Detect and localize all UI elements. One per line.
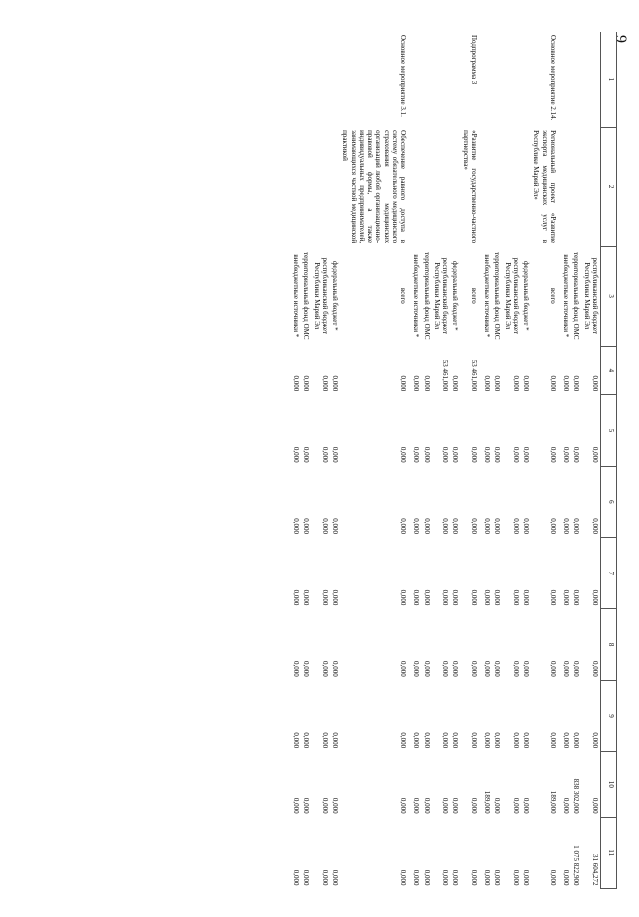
amount-cell: 0,000 xyxy=(292,797,301,814)
amount-cell: 0,000 xyxy=(470,869,478,886)
amount-cell: 0,000 xyxy=(549,375,557,392)
amount-cell: 53 461,000 xyxy=(470,359,478,392)
funding-source-cell: федеральный бюджет * xyxy=(522,260,531,331)
amount-cell: 0,000 xyxy=(512,375,520,392)
table-row xyxy=(340,32,411,889)
amount-cell: 0,000 xyxy=(292,446,301,463)
amount-cell: 0,000 xyxy=(470,732,478,749)
amount-cell: 0,000 xyxy=(331,869,340,886)
amount-cell: 0,000 xyxy=(441,518,450,535)
amount-cell: 0,000 xyxy=(422,589,431,606)
amount-cell: 0,000 xyxy=(321,375,329,392)
amount-cell: 0,000 xyxy=(302,518,311,535)
column-header: 10 xyxy=(601,752,617,817)
amount-cell: 0,000 xyxy=(493,446,502,463)
activity-code-cell xyxy=(411,32,421,127)
amount-cell: 0,000 xyxy=(493,375,502,392)
amount-cell: 0,000 xyxy=(399,661,408,677)
amount-cell: 0,000 xyxy=(522,518,531,535)
amount-cell: 0,000 xyxy=(470,518,478,535)
amount-cell: 0,000 xyxy=(483,446,492,463)
amount-cell: 0,000 xyxy=(302,661,311,677)
amount-cell: 0,000 xyxy=(422,797,431,814)
amount-cell: 0,000 xyxy=(422,869,431,886)
amount-cell: 0,000 xyxy=(292,661,301,677)
activity-code-cell xyxy=(521,32,531,127)
table-row xyxy=(461,32,483,889)
amount-cell: 0,000 xyxy=(399,518,408,535)
amount-cell: 0,000 xyxy=(441,797,450,814)
table-row xyxy=(330,32,340,889)
amount-cell: 838 302,000 xyxy=(572,778,581,814)
funding-source-cell: республиканский бюджет Республики Марий Эл xyxy=(503,257,520,335)
amount-cell: 0,000 xyxy=(302,797,311,814)
amount-cell: 0,000 xyxy=(451,661,460,677)
amount-cell: 0,000 xyxy=(412,661,421,677)
amount-cell: 53 461,000 xyxy=(441,359,450,392)
amount-cell: 0,000 xyxy=(470,797,478,814)
activity-name-cell xyxy=(561,127,571,246)
amount-cell: 0,000 xyxy=(331,446,340,463)
amount-cell: 0,000 xyxy=(399,732,408,749)
amount-cell: 0,000 xyxy=(321,661,329,677)
amount-cell: 0,000 xyxy=(321,869,329,886)
amount-cell: 0,000 xyxy=(470,589,478,606)
amount-cell: 0,000 xyxy=(292,375,301,392)
amount-cell: 0,000 xyxy=(422,661,431,677)
activity-name-cell xyxy=(571,127,581,246)
amount-cell: 0,000 xyxy=(441,446,450,463)
amount-cell: 0,000 xyxy=(562,518,571,535)
funding-source-cell: территориальный фонд ОМС xyxy=(302,252,311,340)
amount-cell: 0,000 xyxy=(321,446,329,463)
activity-code-cell xyxy=(291,32,301,127)
amount-cell: 0,000 xyxy=(422,446,431,463)
column-header: 2 xyxy=(601,127,617,246)
amount-cell: 0,000 xyxy=(549,732,557,749)
amount-cell: 0,000 xyxy=(493,661,502,677)
amount-cell: 0,000 xyxy=(412,869,421,886)
column-header: 5 xyxy=(601,395,617,466)
amount-cell: 0,000 xyxy=(321,518,329,535)
table-row xyxy=(301,32,311,889)
activity-name-cell: Обеспечение равного доступа в систему обязательного медицинского страхования медицинских организаций любой организационно-правовой формы, а также индивидуальных предпринимателей, занимающихся частной медицинской практикой xyxy=(341,130,408,244)
amount-cell: 0,000 xyxy=(451,797,460,814)
amount-cell: 0,000 xyxy=(522,446,531,463)
amount-cell: 1 075 822,900 xyxy=(572,845,581,886)
activity-code-cell xyxy=(492,32,502,127)
amount-cell: 0,000 xyxy=(572,732,581,749)
activity-code-cell xyxy=(432,32,451,127)
activity-code-cell xyxy=(422,32,432,127)
amount-cell: 0,000 xyxy=(292,589,301,606)
amount-cell: 0,000 xyxy=(331,797,340,814)
amount-cell: 0,000 xyxy=(572,446,581,463)
amount-cell: 0,000 xyxy=(441,589,450,606)
amount-cell: 189,000 xyxy=(549,790,557,814)
amount-cell: 0,000 xyxy=(493,869,502,886)
table-row xyxy=(571,32,581,889)
amount-cell: 0,000 xyxy=(512,589,520,606)
amount-cell: 0,000 xyxy=(512,446,520,463)
funding-source-cell: всего xyxy=(399,287,408,304)
amount-cell: 0,000 xyxy=(292,732,301,749)
amount-cell: 0,000 xyxy=(451,732,460,749)
amount-cell: 0,000 xyxy=(572,589,581,606)
funding-source-cell: территориальный фонд ОМС xyxy=(572,252,581,340)
amount-cell: 0,000 xyxy=(331,589,340,606)
activity-name-cell xyxy=(312,127,331,246)
table-row xyxy=(411,32,421,889)
amount-cell: 0,000 xyxy=(512,732,520,749)
amount-cell: 0,000 xyxy=(451,518,460,535)
activity-name-cell xyxy=(432,127,451,246)
amount-cell: 0,000 xyxy=(572,661,581,677)
table-row xyxy=(482,32,492,889)
activity-name-cell xyxy=(482,127,492,246)
activity-name-cell xyxy=(450,127,460,246)
activity-code-cell xyxy=(561,32,571,127)
amount-cell: 0,000 xyxy=(441,732,450,749)
amount-cell: 0,000 xyxy=(572,375,581,392)
table-row xyxy=(450,32,460,889)
activity-code-cell: Основное мероприятие 3.1. xyxy=(399,35,408,117)
amount-cell: 0,000 xyxy=(562,732,571,749)
amount-cell: 0,000 xyxy=(399,446,408,463)
activity-name-cell xyxy=(503,127,522,246)
page-number: 9 xyxy=(612,35,629,43)
amount-cell: 189,000 xyxy=(483,790,492,814)
table-row xyxy=(312,32,331,889)
amount-cell: 0,000 xyxy=(331,518,340,535)
amount-cell: 0,000 xyxy=(399,589,408,606)
amount-cell: 0,000 xyxy=(493,797,502,814)
activity-code-cell xyxy=(571,32,581,127)
amount-cell: 0,000 xyxy=(451,375,460,392)
amount-cell: 0,000 xyxy=(302,732,311,749)
table-row xyxy=(582,32,601,889)
activity-name-cell xyxy=(582,127,601,246)
table-row xyxy=(291,32,301,889)
activity-code-cell xyxy=(582,32,601,127)
activity-code-cell xyxy=(450,32,460,127)
amount-cell: 0,000 xyxy=(591,518,599,535)
activity-code-cell xyxy=(503,32,522,127)
table-row xyxy=(531,32,561,889)
amount-cell: 0,000 xyxy=(591,661,599,677)
funding-source-cell: республиканский бюджет Республики Марий Эл xyxy=(312,257,329,335)
amount-cell: 31 604,272 xyxy=(591,854,599,886)
column-header: 3 xyxy=(601,246,617,346)
amount-cell: 0,000 xyxy=(422,375,431,392)
funding-source-cell: внебюджетные источники * xyxy=(292,254,301,338)
amount-cell: 0,000 xyxy=(562,375,571,392)
funding-source-cell: федеральный бюджет * xyxy=(451,260,460,331)
amount-cell: 0,000 xyxy=(302,375,311,392)
amount-cell: 0,000 xyxy=(483,661,492,677)
table-row xyxy=(432,32,451,889)
table-row xyxy=(422,32,432,889)
amount-cell: 0,000 xyxy=(302,589,311,606)
funding-source-cell: республиканский бюджет Республики Марий Эл xyxy=(433,257,450,335)
funding-source-cell: территориальный фонд ОМС xyxy=(493,252,502,340)
amount-cell: 0,000 xyxy=(591,446,599,463)
amount-cell: 0,000 xyxy=(422,732,431,749)
amount-cell: 0,000 xyxy=(470,446,478,463)
table-row xyxy=(492,32,502,889)
amount-cell: 0,000 xyxy=(399,375,408,392)
amount-cell: 0,000 xyxy=(399,869,408,886)
amount-cell: 0,000 xyxy=(522,375,531,392)
rotated-page xyxy=(0,12,630,917)
amount-cell: 0,000 xyxy=(562,446,571,463)
funding-source-cell: федеральный бюджет * xyxy=(331,260,340,331)
amount-cell: 0,000 xyxy=(562,797,571,814)
funding-source-cell: всего xyxy=(470,287,478,304)
amount-cell: 0,000 xyxy=(591,375,599,392)
amount-cell: 0,000 xyxy=(562,869,571,886)
column-header: 6 xyxy=(601,466,617,537)
amount-cell: 0,000 xyxy=(572,518,581,535)
amount-cell: 0,000 xyxy=(321,589,329,606)
amount-cell: 0,000 xyxy=(470,661,478,677)
amount-cell: 0,000 xyxy=(331,661,340,677)
amount-cell: 0,000 xyxy=(412,446,421,463)
amount-cell: 0,000 xyxy=(321,797,329,814)
amount-cell: 0,000 xyxy=(292,869,301,886)
amount-cell: 0,000 xyxy=(302,446,311,463)
amount-cell: 0,000 xyxy=(483,589,492,606)
activity-code-cell: Подпрограмма 3 xyxy=(470,35,478,85)
amount-cell: 0,000 xyxy=(591,589,599,606)
amount-cell: 0,000 xyxy=(549,869,557,886)
amount-cell: 0,000 xyxy=(331,732,340,749)
activity-code-cell xyxy=(312,32,331,127)
amount-cell: 0,000 xyxy=(292,518,301,535)
amount-cell: 0,000 xyxy=(483,869,492,886)
activity-name-cell xyxy=(492,127,502,246)
amount-cell: 0,000 xyxy=(549,589,557,606)
amount-cell: 0,000 xyxy=(522,797,531,814)
activity-code-cell: Основное мероприятие 2.14. xyxy=(549,35,557,121)
activity-name-cell: Региональный проект «Развитие экспорта медицинских услуг в Республике Марий Эл» xyxy=(532,130,557,244)
amount-cell: 0,000 xyxy=(591,797,599,814)
funding-source-cell: внебюджетные источники * xyxy=(562,254,571,338)
table-header-row xyxy=(601,32,617,889)
activity-code-cell xyxy=(330,32,340,127)
activity-name-cell xyxy=(422,127,432,246)
amount-cell: 0,000 xyxy=(493,518,502,535)
amount-cell: 0,000 xyxy=(441,661,450,677)
amount-cell: 0,000 xyxy=(321,732,329,749)
funding-source-cell: внебюджетные источники * xyxy=(412,254,421,338)
amount-cell: 0,000 xyxy=(549,446,557,463)
amount-cell: 0,000 xyxy=(483,518,492,535)
amount-cell: 0,000 xyxy=(483,732,492,749)
activity-name-cell xyxy=(330,127,340,246)
activity-name-cell xyxy=(301,127,311,246)
amount-cell: 0,000 xyxy=(441,869,450,886)
amount-cell: 0,000 xyxy=(549,661,557,677)
column-header: 9 xyxy=(601,680,617,751)
activity-code-cell xyxy=(301,32,311,127)
amount-cell: 0,000 xyxy=(493,589,502,606)
amount-cell: 0,000 xyxy=(422,518,431,535)
amount-cell: 0,000 xyxy=(412,797,421,814)
amount-cell: 0,000 xyxy=(483,375,492,392)
activity-name-cell xyxy=(411,127,421,246)
amount-cell: 0,000 xyxy=(412,589,421,606)
amount-cell: 0,000 xyxy=(493,732,502,749)
column-header: 11 xyxy=(601,817,617,888)
amount-cell: 0,000 xyxy=(512,661,520,677)
amount-cell: 0,000 xyxy=(512,797,520,814)
amount-cell: 0,000 xyxy=(562,589,571,606)
amount-cell: 0,000 xyxy=(412,518,421,535)
amount-cell: 0,000 xyxy=(412,375,421,392)
activity-name-cell: «Развитие государственно-частного партнерства» xyxy=(461,130,478,244)
amount-cell: 0,000 xyxy=(302,869,311,886)
table-row xyxy=(561,32,571,889)
amount-cell: 0,000 xyxy=(549,518,557,535)
amount-cell: 0,000 xyxy=(522,732,531,749)
amount-cell: 0,000 xyxy=(331,375,340,392)
funding-source-cell: внебюджетные источники * xyxy=(483,254,492,338)
column-header: 8 xyxy=(601,609,617,680)
amount-cell: 0,000 xyxy=(512,518,520,535)
amount-cell: 0,000 xyxy=(412,732,421,749)
amount-cell: 0,000 xyxy=(522,589,531,606)
amount-cell: 0,000 xyxy=(451,589,460,606)
amount-cell: 0,000 xyxy=(399,797,408,814)
funding-source-cell: республиканский бюджет Республики Марий Эл xyxy=(582,257,599,335)
column-header: 1 xyxy=(601,32,617,127)
activity-name-cell xyxy=(521,127,531,246)
activity-name-cell xyxy=(291,127,301,246)
amount-cell: 0,000 xyxy=(451,869,460,886)
amount-cell: 0,000 xyxy=(591,732,599,749)
column-header: 4 xyxy=(601,346,617,395)
funding-source-cell: всего xyxy=(549,287,557,304)
budget-table xyxy=(291,32,617,889)
amount-cell: 0,000 xyxy=(522,869,531,886)
amount-cell: 0,000 xyxy=(512,869,520,886)
activity-code-cell xyxy=(482,32,492,127)
table-row xyxy=(521,32,531,889)
table-row xyxy=(503,32,522,889)
funding-source-cell: территориальный фонд ОМС xyxy=(422,252,431,340)
amount-cell: 0,000 xyxy=(451,446,460,463)
amount-cell: 0,000 xyxy=(522,661,531,677)
column-header: 7 xyxy=(601,538,617,609)
amount-cell: 0,000 xyxy=(562,661,571,677)
